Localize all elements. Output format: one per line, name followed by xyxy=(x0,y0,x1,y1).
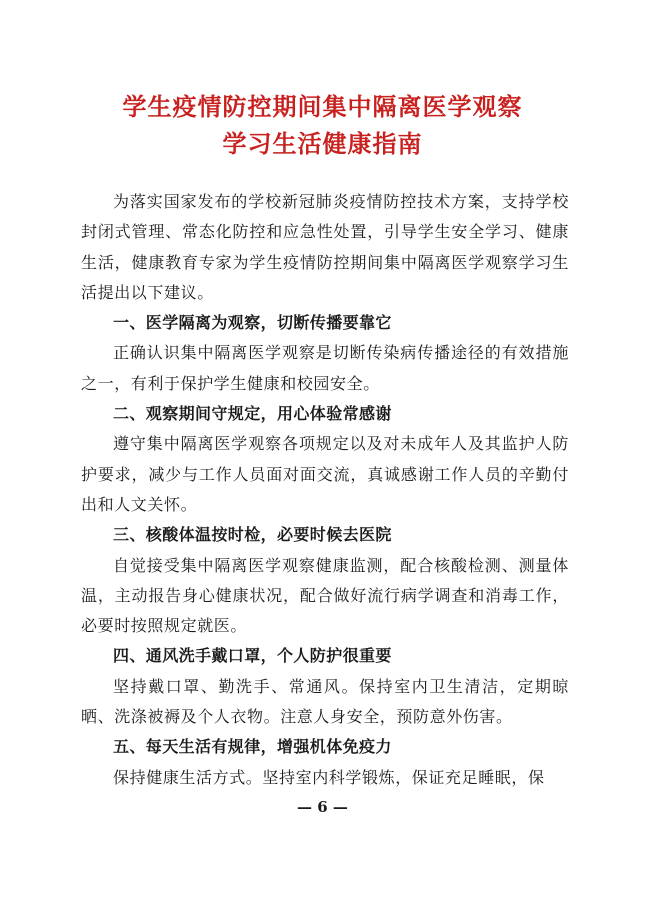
section-text-5: 保持健康生活方式。坚持室内科学锻炼，保证充足睡眠，保 xyxy=(113,767,545,787)
section-heading-1: 一、医学隔离为观察，切断传播要靠它 xyxy=(113,313,392,333)
document-title-line-2: 学习生活健康指南 xyxy=(222,130,423,158)
section-heading-3: 三、核酸体温按时检，必要时候去医院 xyxy=(113,525,392,545)
intro-paragraph: 为落实国家发布的学校新冠肺炎疫情防控技术方案，支持学校封闭式管理、常态化防控和应急性处置，引导学生安全学习、健康生活，健康教育专家为学生疫情防控期间集中隔离医学观察学习生活提出以下建议。 xyxy=(81,192,569,302)
document-body xyxy=(81,187,569,793)
section-text-3: 自觉接受集中隔离医学观察健康监测，配合核酸检测、测量体温，主动报告身心健康状况，配合做好流行病学调查和消毒工作，必要时按照规定就医。 xyxy=(81,555,569,636)
document-title-line-1: 学生疫情防控期间集中隔离医学观察 xyxy=(122,93,523,121)
section-text-1: 正确认识集中隔离医学观察是切断传染病传播途径的有效措施之一，有利于保护学生健康和校园安全。 xyxy=(81,343,569,393)
section-text-2: 遵守集中隔离医学观察各项规定以及对未成年人及其监护人防护要求，减少与工作人员面对面交流，真诚感谢工作人员的辛勤付出和人文关怀。 xyxy=(81,434,569,514)
section-heading-2: 二、观察期间守规定，用心体验常感谢 xyxy=(113,404,392,424)
section-text-4: 坚持戴口罩、勤洗手、常通风。保持室内卫生清洁，定期晾晒、洗涤被褥及个人衣物。注意人身安全，预防意外伤害。 xyxy=(81,676,569,727)
section-heading-5: 五、每天生活有规律，增强机体免疫力 xyxy=(113,737,392,757)
section-heading-4: 四、通风洗手戴口罩，个人防护很重要 xyxy=(113,646,392,666)
page-number: — 6 — xyxy=(297,798,348,816)
